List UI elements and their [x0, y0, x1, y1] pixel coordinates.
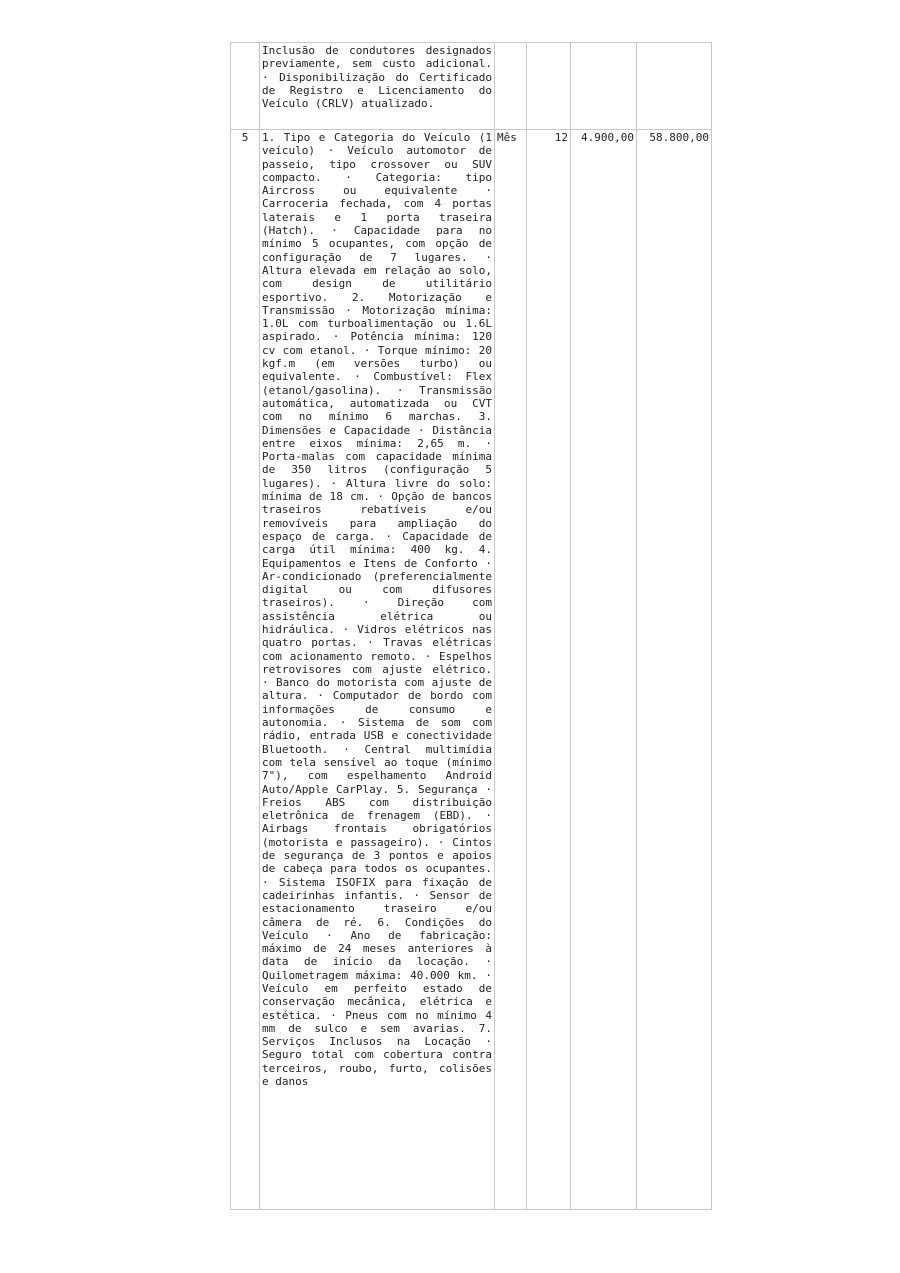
item-description: [260, 130, 495, 1210]
item-quantity: [527, 43, 571, 130]
table-row: [231, 130, 712, 1210]
item-unit-price: [571, 43, 637, 130]
item-number: [231, 43, 260, 130]
item-description-text: 1. Tipo e Categoria do Veículo (1 veículo) · Veículo automotor de passeio, tipo crossover ou SUV compacto. · Categoria: tipo Aircross ou equivalente · Carroceria fechada, com 4 portas laterais e 1 porta traseira (Hatch). · Capacidade para no mínimo 5 ocupantes, com opção de configuração de 7 lugares. · Altura elevada em relação ao solo, com design de utilitário esportivo. 2. Motorização e Transmissão · Motorização mínima: 1.0L com turboalimentação ou 1.6L aspirado. · Potência mínima: 120 cv com etanol. · Torque mínimo: 20 kgf.m (em versões turbo) ou equivalente. · Combustível: Flex (etanol/gasolina). · Transmissão automática, automatizada ou CVT com no mínimo 6 marchas. 3. Dimensões e Capacidade · Distância entre eixos mínima: 2,65 m. · Porta-malas com capacidade mínima de 350 litros (configuração 5 lugares). · Altura livre do solo: mínima de 18 cm. · Opção de bancos traseiros rebatíveis e/ou removíveis para ampliação do espaço de carga. · Capacidade de carga útil mínima: 400 kg. 4. Equipamentos e Itens de Conforto · Ar-condicionado (preferencialmente digital ou com difusores traseiros). · Direção com assistência elétrica ou hidráulica. · Vidros elétricos nas quatro portas. · Travas elétricas com acionamento remoto. · Espelhos retrovisores com ajuste elétrico. · Banco do motorista com ajuste de altura. · Computador de bordo com informações de consumo e autonomia. · Sistema de som com rádio, entrada USB e conectividade Bluetooth. · Central multimídia com tela sensível ao toque (mínimo 7"), com espelhamento Android Auto/Apple CarPlay. 5. Segurança · Freios ABS com distribuição eletrônica de frenagem (EBD). · Airbags frontais obrigatórios (motorista e passageiro). · Cintos de segurança de 3 pontos e apoios de cabeça para todos os ocupantes. · Sistema ISOFIX para fixação de cadeirinhas infantis. · Sensor de estacionamento traseiro e/ou câmera de ré. 6. Condições do Veículo · Ano de fabricação: máximo de 24 meses anteriores à data de início da locação. · Quilometragem máxima: 40.000 km. · Veículo em perfeito estado de conservação mecânica, elétrica e estética. · Pneus com no mínimo 4 mm de sulco e sem avarias. 7. Serviços Inclusos na Locação · Seguro total com cobertura contra terceiros, roubo, furto, colisões e danos: [262, 131, 492, 1089]
items-table: [230, 42, 712, 1210]
item-description-text: Inclusão de condutores designados previamente, sem custo adicional. · Disponibilização do Certificado de Registro e Licenciamento do Veículo (CRLV) atualizado.: [262, 44, 492, 111]
item-unit: [495, 43, 527, 130]
item-unit: Mês: [495, 130, 527, 1210]
item-number: 5: [231, 130, 260, 1210]
table-row: [231, 43, 712, 130]
item-quantity: 12: [527, 130, 571, 1210]
item-description: [260, 43, 495, 130]
item-unit-price: 4.900,00: [571, 130, 637, 1210]
item-total: [637, 43, 712, 130]
item-total: 58.800,00: [637, 130, 712, 1210]
